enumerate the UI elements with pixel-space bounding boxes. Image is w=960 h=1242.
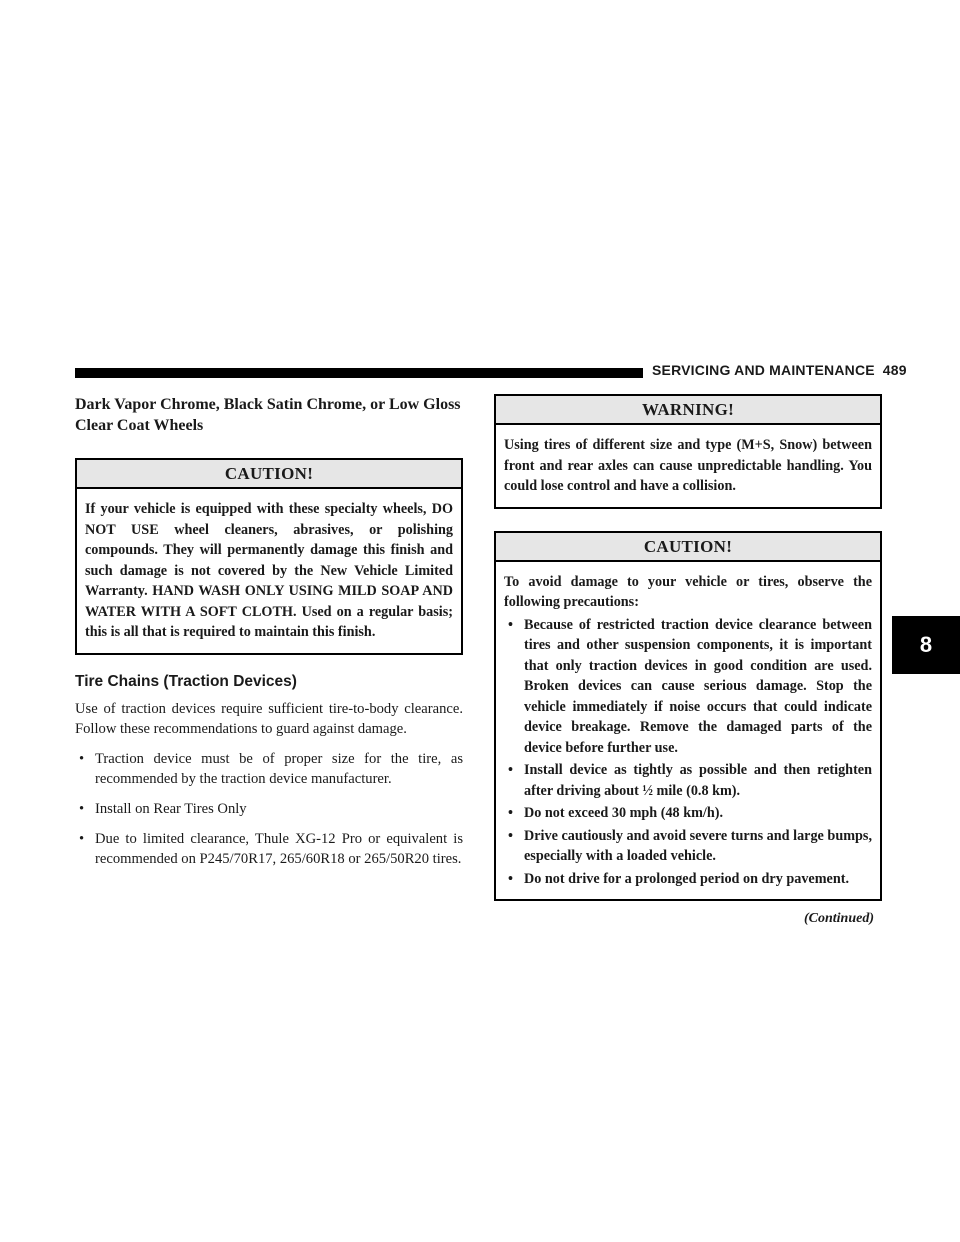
caution-box-wheels	[75, 458, 463, 655]
list-item-text: Because of restricted traction device clearance between tires and other suspension components, it is important that only traction devices in good condition are used. Broken devices can cause serious damage. Stop the vehicle immediately if noise occurs that could indicate device breakage. Remove the damaged parts of the device before further use.	[524, 616, 872, 756]
list-item-text: Install device as tightly as possible and then retighten after driving about ½ mile (0.8 km).	[524, 762, 872, 799]
list-item-text: Traction device must be of proper size for the tire, as recommended by the traction device manufacturer.	[95, 750, 463, 787]
bullet-icon: •	[508, 762, 513, 778]
list-item	[504, 615, 872, 759]
list-item	[504, 869, 872, 890]
intro-paragraph: Use of traction devices require sufficient tire-to-body clearance. Follow these recommendations to guard against damage.	[75, 700, 463, 737]
caution-heading: CAUTION!	[496, 533, 880, 562]
header-rule	[75, 368, 643, 378]
warning-heading: WARNING!	[496, 396, 880, 425]
bullet-icon: •	[508, 616, 513, 633]
bullet-icon: •	[508, 805, 513, 821]
bullet-icon: •	[79, 800, 85, 817]
list-item-text: Do not drive for a prolonged period on dry pavement.	[524, 870, 850, 887]
list-item	[504, 760, 872, 801]
warning-body	[496, 425, 880, 507]
page-number: 489	[882, 362, 907, 378]
bullet-icon: •	[508, 870, 513, 887]
precaution-bullet-list	[504, 615, 872, 890]
bullet-icon: •	[79, 750, 85, 767]
list-item	[504, 826, 872, 867]
list-item-text: Due to limited clearance, Thule XG-12 Pro or equivalent is recommended on P245/70R17, 265/60R18 or 265/50R20 tires.	[95, 830, 463, 867]
warning-box	[494, 394, 882, 509]
left-column	[75, 394, 463, 869]
chapter-tab: 8	[892, 616, 960, 674]
list-item	[75, 829, 463, 869]
list-item	[75, 749, 463, 789]
section-title: Dark Vapor Chrome, Black Satin Chrome, or Low Gloss Clear Coat Wheels	[75, 396, 461, 434]
list-item	[504, 803, 872, 824]
list-item-text: Drive cautiously and avoid severe turns and large bumps, especially with a loaded vehicle.	[524, 827, 872, 864]
bullet-icon: •	[79, 830, 85, 847]
caution-body	[496, 562, 880, 900]
bullet-icon: •	[508, 827, 513, 844]
list-item-text: Install on Rear Tires Only	[95, 800, 247, 817]
right-column	[494, 394, 882, 927]
list-item	[75, 799, 463, 819]
warning-text: Using tires of different size and type (M+S, Snow) between front and rear axles can cause unpredictable handling. You could lose control and have a collision.	[504, 437, 872, 494]
subheading-tire-chains: Tire Chains (Traction Devices)	[75, 672, 297, 690]
caution-intro: To avoid damage to your vehicle or tires, observe the following precautions:	[504, 573, 872, 610]
header-section-title: SERVICING AND MAINTENANCE	[652, 362, 875, 378]
caution-heading: CAUTION!	[77, 460, 461, 489]
caution-box-traction	[494, 531, 882, 902]
continued-note: (Continued)	[803, 911, 874, 926]
list-item-text: Do not exceed 30 mph (48 km/h).	[524, 805, 724, 821]
caution-text: If your vehicle is equipped with these specialty wheels, DO NOT USE wheel cleaners, abrasives, or polishing compounds. They will permanently damage this finish and such damage is not covered by the New Vehicle Limited Warranty. HAND WASH ONLY USING MILD SOAP AND WATER WITH A SOFT CLOTH. Used on a regular basis; this is all that is required to maintain this finish.	[85, 501, 453, 640]
running-header	[652, 362, 907, 378]
traction-bullet-list	[75, 749, 463, 869]
caution-body	[77, 489, 461, 653]
